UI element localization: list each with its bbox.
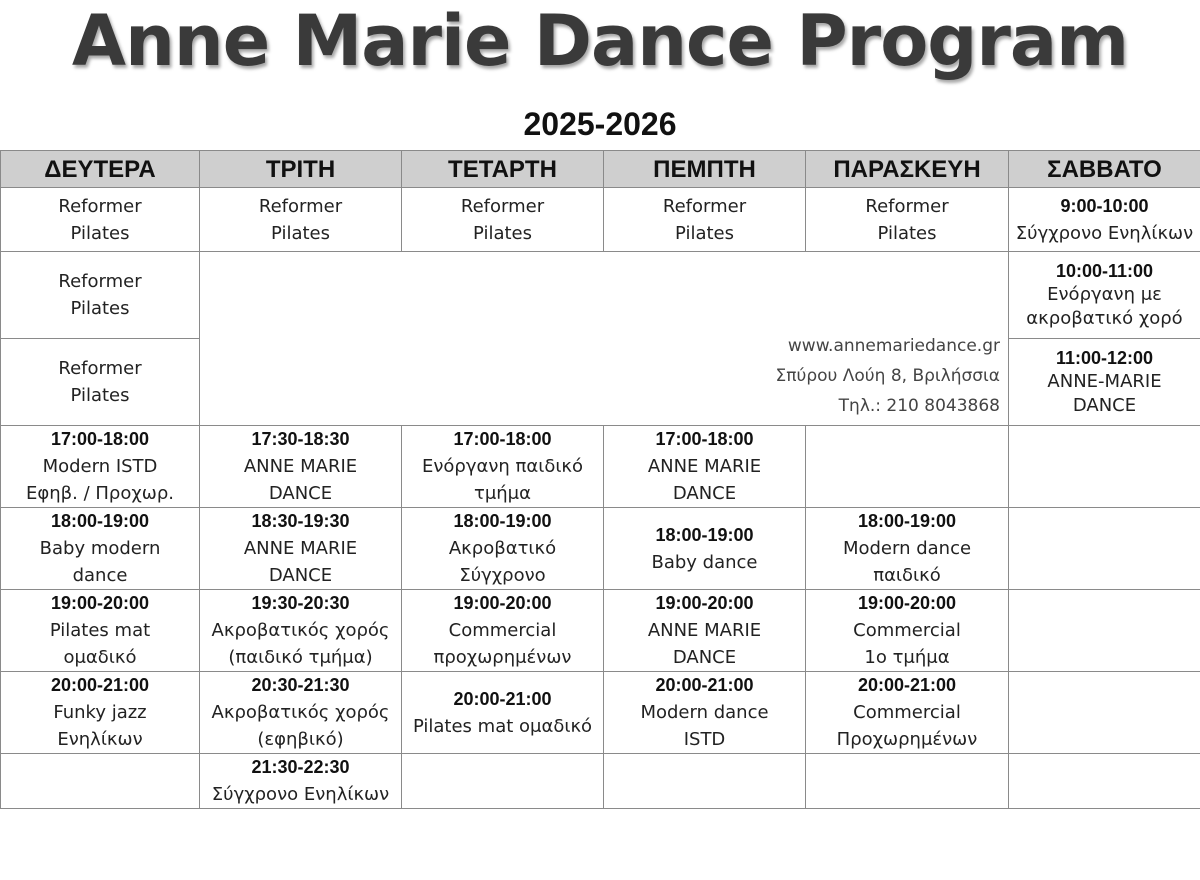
class-name-line: Pilates	[877, 222, 937, 244]
class-name-line: ANNE MARIE	[647, 620, 762, 641]
class-name-line: DANCE	[672, 647, 737, 668]
table-row	[1, 672, 1200, 754]
class-name-line: ANNE-MARIE	[1047, 371, 1162, 392]
day-header-saturday: ΣΑΒΒΑΤΟ	[1009, 151, 1200, 188]
class-cell	[200, 426, 402, 508]
class-cell	[402, 672, 604, 754]
day-header-wednesday: ΤΕΤΑΡΤΗ	[402, 151, 604, 188]
empty-cell	[806, 754, 1009, 809]
class-name-line: Ενόργανη παιδικό	[421, 456, 584, 477]
class-name-line: Commercial	[448, 620, 557, 641]
season-year: 2025-2026	[523, 106, 677, 142]
class-name-line: Baby modern	[39, 538, 161, 559]
schedule-table	[0, 150, 1200, 809]
class-cell	[1, 188, 200, 252]
class-name-line: Baby dance	[651, 551, 758, 573]
day-header-tuesday: ΤΡΙΤΗ	[200, 151, 402, 188]
class-name-line: DANCE	[672, 483, 737, 504]
class-time: 20:00-21:00	[453, 688, 552, 709]
class-cell	[1, 339, 200, 426]
class-name-line: παιδικό	[873, 565, 941, 586]
class-name-line: τμήμα	[473, 483, 531, 504]
day-header-monday: ΔΕΥΤΕΡΑ	[1, 151, 200, 188]
page-title: Anne Marie Dance Program	[71, 0, 1129, 82]
empty-cell	[806, 426, 1009, 508]
class-name-line: Σύγχρονο Ενηλίκων	[211, 784, 390, 805]
class-time: 17:00-18:00	[50, 429, 150, 449]
class-name-line: Pilates	[70, 222, 130, 244]
table-row	[1, 426, 1200, 508]
class-name-line: Reformer	[58, 358, 142, 379]
class-time: 10:00-11:00	[1055, 261, 1154, 281]
class-name-line: Funky jazz	[53, 702, 147, 723]
class-name-line: Pilates	[270, 222, 330, 244]
day-header-friday: ΠΑΡΑΣΚΕΥΗ	[806, 151, 1009, 188]
class-cell	[806, 508, 1009, 590]
class-name-line: Reformer	[58, 271, 142, 292]
class-time: 17:00-18:00	[655, 429, 754, 449]
empty-cell	[1009, 426, 1200, 508]
class-name-line: Σύγχρονο	[459, 565, 546, 586]
class-name-line: ANNE MARIE	[243, 538, 358, 559]
class-time: 19:00-20:00	[857, 593, 957, 613]
class-cell	[402, 426, 604, 508]
class-name-line: Ακροβατικός χορός	[211, 702, 390, 723]
class-name-line: Pilates	[674, 222, 734, 244]
table-row	[1, 754, 1200, 809]
class-name-line: (εφηβικό)	[257, 729, 344, 750]
class-time: 19:00-20:00	[453, 593, 552, 613]
class-cell	[200, 590, 402, 672]
class-cell	[1009, 339, 1200, 426]
class-cell	[1, 508, 200, 590]
class-cell	[1, 672, 200, 754]
class-name-line: ακροβατικό χορό	[1026, 308, 1183, 329]
empty-cell	[1009, 754, 1200, 809]
class-name-line: Modern dance	[640, 702, 769, 723]
class-name-line: προχωρημένων	[433, 647, 572, 668]
class-name-line: DANCE	[1072, 395, 1137, 416]
class-cell	[1, 252, 200, 339]
class-name-line: Σύγχρονο Ενηλίκων	[1015, 222, 1194, 244]
class-name-line: Ακροβατικός χορός	[211, 620, 390, 641]
class-cell	[1, 590, 200, 672]
class-name-line: ομαδικό	[63, 647, 137, 668]
class-name-line: Pilates	[472, 222, 532, 244]
class-cell	[604, 590, 806, 672]
class-name-line: Reformer	[865, 195, 949, 217]
class-time: 18:30-19:30	[251, 511, 350, 531]
class-cell	[402, 590, 604, 672]
class-cell	[604, 188, 806, 252]
class-name-line: 1ο τμήμα	[864, 647, 950, 668]
class-cell	[806, 188, 1009, 252]
class-name-line: Προχωρημένων	[836, 729, 978, 750]
class-cell	[402, 188, 604, 252]
class-time: 19:00-20:00	[50, 593, 150, 613]
class-name-line: DANCE	[268, 483, 333, 504]
class-time: 20:00-21:00	[655, 675, 754, 695]
table-row	[1, 508, 1200, 590]
class-cell	[200, 754, 402, 809]
class-name-line: Ακροβατικό	[448, 538, 557, 559]
class-name-line: Pilates mat	[49, 620, 151, 641]
address-text: Σπύρου Λούη 8, Βριλήσσια	[775, 366, 1000, 386]
empty-cell	[1009, 672, 1200, 754]
class-cell	[402, 508, 604, 590]
class-name-line: Pilates	[70, 385, 130, 406]
empty-cell	[604, 754, 806, 809]
class-cell	[1, 426, 200, 508]
class-cell	[604, 672, 806, 754]
class-time: 18:00-19:00	[655, 524, 754, 545]
phone-text: Τηλ.: 210 8043868	[838, 396, 1000, 416]
class-time: 21:30-22:30	[251, 757, 350, 777]
class-time: 19:30-20:30	[251, 593, 350, 613]
class-name-line: ISTD	[683, 729, 726, 750]
class-name-line: Reformer	[662, 195, 747, 217]
day-header-thursday: ΠΕΜΠΤΗ	[604, 151, 806, 188]
class-cell	[200, 672, 402, 754]
class-cell	[604, 426, 806, 508]
class-time: 9:00-10:00	[1060, 195, 1149, 216]
table-row	[1, 188, 1200, 252]
class-name-line: Commercial	[853, 620, 961, 641]
class-cell	[604, 508, 806, 590]
class-name-line: Pilates mat ομαδικό	[412, 715, 593, 737]
class-time: 17:00-18:00	[453, 429, 552, 449]
class-name-line: DANCE	[268, 565, 333, 586]
empty-cell	[402, 754, 604, 809]
empty-cell	[1009, 508, 1200, 590]
contact-info	[200, 252, 1009, 426]
website-text: www.annemariedance.gr	[787, 336, 1000, 356]
table-row	[1, 252, 1200, 339]
class-name-line: Ενόργανη με	[1047, 284, 1162, 305]
class-name-line: Reformer	[460, 195, 545, 217]
class-name-line: (παιδικό τμήμα)	[228, 647, 373, 668]
class-time: 20:30-21:30	[251, 675, 350, 695]
class-cell	[806, 672, 1009, 754]
table-row	[1, 590, 1200, 672]
class-time: 20:00-21:00	[857, 675, 957, 695]
class-cell	[806, 590, 1009, 672]
class-name-line: Εφηβ. / Προχωρ.	[26, 483, 174, 504]
class-cell	[1009, 252, 1200, 339]
class-time: 20:00-21:00	[50, 675, 150, 695]
class-name-line: Modern ISTD	[42, 456, 158, 477]
class-cell	[200, 508, 402, 590]
class-name-line: Modern dance	[842, 538, 972, 559]
class-time: 18:00-19:00	[453, 511, 552, 531]
class-name-line: Reformer	[258, 195, 343, 217]
class-name-line: dance	[72, 565, 128, 586]
class-name-line: ANNE MARIE	[243, 456, 358, 477]
class-time: 18:00-19:00	[857, 511, 957, 531]
empty-cell	[1009, 590, 1200, 672]
class-time: 17:30-18:30	[251, 429, 350, 449]
class-cell	[1009, 188, 1200, 252]
class-time: 19:00-20:00	[655, 593, 754, 613]
class-cell	[200, 188, 402, 252]
class-time: 18:00-19:00	[50, 511, 150, 531]
empty-cell	[1, 754, 200, 809]
class-time: 11:00-12:00	[1055, 348, 1154, 368]
class-name-line: Commercial	[853, 702, 961, 723]
class-name-line: ANNE MARIE	[647, 456, 762, 477]
class-name-line: Reformer	[58, 195, 142, 217]
class-name-line: Pilates	[70, 298, 130, 319]
class-name-line: Ενηλίκων	[57, 729, 143, 750]
day-header-row	[1, 151, 1200, 188]
